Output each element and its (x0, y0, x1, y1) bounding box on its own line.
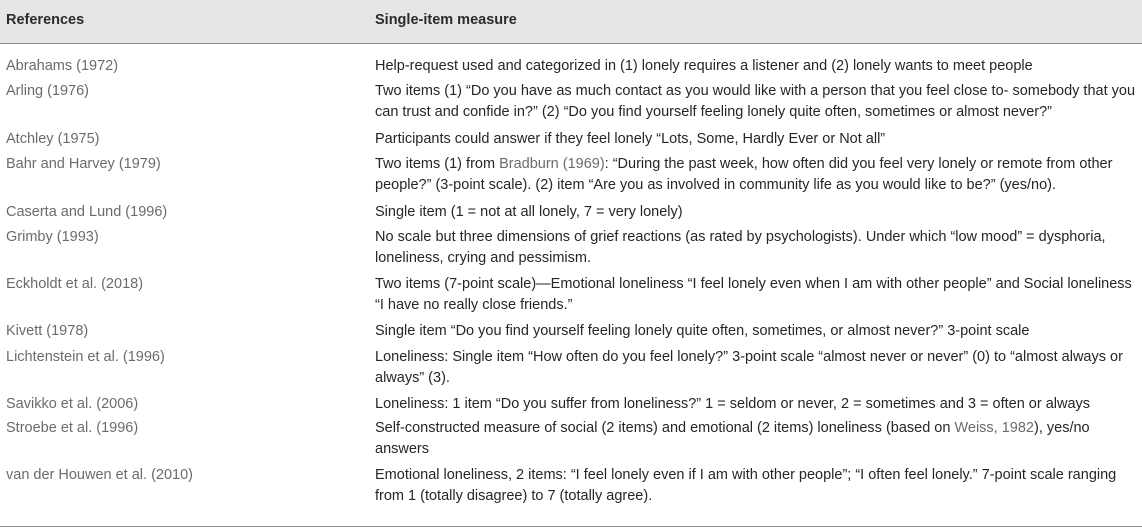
table-row (0, 394, 1142, 418)
measure-cell: Help-request used and categorized in (1) lonely requires a listener and (2) lonely wants to meet people (375, 58, 1033, 74)
reference-cell: Kivett (1978) (6, 323, 89, 339)
table-row (0, 418, 1142, 465)
measure-cell: Single item (1 = not at all lonely, 7 = very lonely) (375, 204, 683, 220)
measure-cell: Loneliness: Single item “How often do you feel lonely?” 3-point scale “almost never or never” (0) to “almost always or always” (3). (375, 349, 1123, 386)
header-single-item-measure: Single-item measure (375, 12, 517, 28)
measure-cell: Single item “Do you find yourself feeling lonely quite often, sometimes, or almost never?” 3-point scale (375, 323, 1030, 339)
citation-link[interactable]: Weiss, 1982 (954, 420, 1034, 436)
measure-cell: Two items (7-point scale)—Emotional loneliness “I feel lonely even when I am with other people” and Social loneliness “I have no really close friends.” (375, 276, 1132, 313)
table-row (0, 465, 1142, 515)
reference-cell: Bahr and Harvey (1979) (6, 156, 161, 172)
table-row (0, 56, 1142, 81)
table-bottom-rule (0, 526, 1142, 527)
header-references: References (6, 12, 85, 28)
measure-cell: No scale but three dimensions of grief reactions (as rated by psychologists). Under which “low mood” = dysphoria, loneliness, crying and pessimism. (375, 229, 1106, 266)
measure-text: Two items (1) from (375, 156, 500, 172)
table-row (0, 347, 1142, 394)
reference-cell: Stroebe et al. (1996) (6, 420, 139, 436)
citation-link[interactable]: Bradburn (1969) (499, 156, 605, 172)
reference-cell: Atchley (1975) (6, 131, 100, 147)
table-row (0, 227, 1142, 274)
measure-text: Self-constructed measure of social (2 items) and emotional (2 items) loneliness (based on (375, 420, 955, 436)
measure-cell: Participants could answer if they feel lonely “Lots, Some, Hardly Ever or Not all” (375, 131, 886, 147)
reference-cell: Grimby (1993) (6, 229, 99, 245)
measure-cell (375, 154, 1142, 202)
table-row (0, 274, 1142, 321)
table-header (0, 0, 1142, 44)
table-row (0, 81, 1142, 129)
table-row (0, 154, 1142, 202)
reference-cell: Savikko et al. (2006) (6, 396, 139, 412)
reference-cell: Lichtenstein et al. (1996) (6, 349, 165, 365)
reference-cell: Abrahams (1972) (6, 58, 119, 74)
measure-text: ), yes/no answers (375, 420, 1090, 457)
measure-cell: Loneliness: 1 item “Do you suffer from loneliness?” 1 = seldom or never, 2 = sometimes and 3 = often or always (375, 396, 1091, 412)
measure-cell (375, 418, 1142, 465)
reference-cell: van der Houwen et al. (2010) (6, 467, 193, 483)
table-row (0, 202, 1142, 227)
measure-text: : “During the past week, how often did you feel very lonely or remote from other people?” (3-point scale). (2) item “Are you as involved in community life as you would like to be?” (yes/no). (375, 156, 1113, 193)
reference-cell: Eckholdt et al. (2018) (6, 276, 144, 292)
table-body (0, 44, 1142, 515)
reference-cell: Arling (1976) (6, 83, 90, 99)
table-row (0, 129, 1142, 154)
table-row (0, 321, 1142, 347)
measure-cell: Emotional loneliness, 2 items: “I feel lonely even if I am with other people”; “I often feel lonely.” 7-point scale ranging from 1 (totally disagree) to 7 (totally agree). (375, 467, 1117, 504)
reference-cell: Caserta and Lund (1996) (6, 204, 168, 220)
measure-cell: Two items (1) “Do you have as much contact as you would like with a person that you feel close to- somebody that you can trust and confide in?” (2) “Do you find yourself feeling lonely quite often, sometimes or almost never?” (375, 83, 1136, 120)
